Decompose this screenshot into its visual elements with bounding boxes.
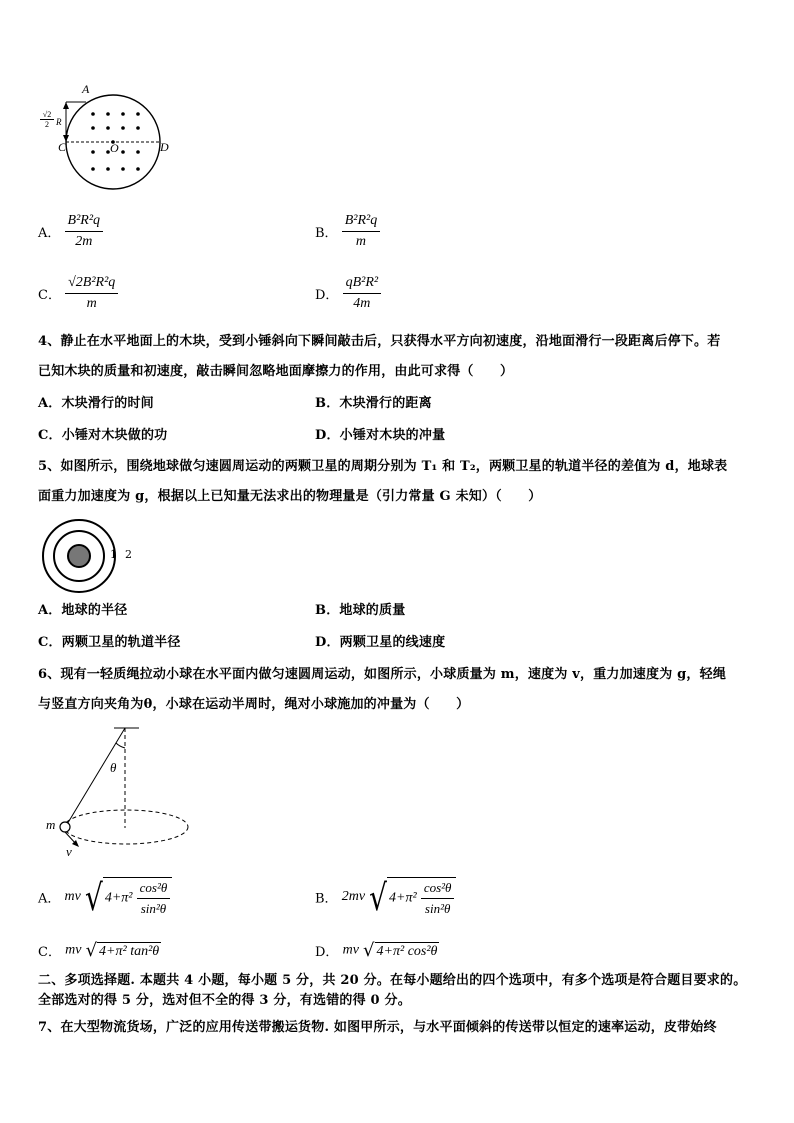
q7-stem-line1: 7、在大型物流货场，广泛的应用传送带搬运货物. 如图甲所示，与水平面倾斜的传送带以恒定的速率运动，皮带始终 bbox=[38, 1020, 717, 1035]
orbit-label-2: 2 bbox=[125, 548, 132, 561]
label-R: R bbox=[56, 117, 62, 127]
magnetic-field-circle-diagram bbox=[38, 82, 178, 192]
label-D: D bbox=[160, 140, 169, 154]
q3-figure bbox=[38, 82, 178, 192]
label-theta: θ bbox=[110, 760, 117, 775]
q4-option-C[interactable]: C．小锤对木块做的功 bbox=[38, 428, 168, 443]
q6-option-A[interactable]: A． mv √ 4+π² $\frac{\text{cos²θ}}{\text{sin²θ}}$ bbox=[38, 877, 172, 917]
q3-option-D[interactable]: D． $\frac{\text{qB²R²}}{4m}$ bbox=[315, 275, 381, 312]
satellite-orbits-diagram bbox=[38, 518, 138, 598]
q6-figure bbox=[44, 726, 194, 861]
q4-option-A[interactable]: A．木块滑行的时间 bbox=[38, 396, 154, 411]
conical-pendulum-diagram bbox=[44, 726, 194, 861]
label-A: A bbox=[82, 82, 90, 96]
q6-option-B[interactable]: B． 2mv √ 4+π² $\frac{\text{cos²θ}}{\text{sin²θ}}$ bbox=[315, 877, 456, 917]
q5-option-A[interactable]: A．地球的半径 bbox=[38, 603, 128, 618]
section2-heading-line1: 二、多项选择题. 本题共 4 小题，每小题 5 分，共 20 分。在每小题给出的四个选项中，有多个选项是符合题目要求的。 bbox=[38, 973, 747, 988]
q6-stem-line2: 与竖直方向夹角为θ，小球在运动半周时，绳对小球施加的冲量为（ ） bbox=[38, 697, 470, 712]
q5-option-B[interactable]: B．地球的质量 bbox=[315, 603, 406, 618]
q3-option-C[interactable]: C． $\frac{\text{√2B²R²q}}{m}$ bbox=[38, 275, 118, 312]
q4-option-B[interactable]: B．木块滑行的距离 bbox=[315, 396, 432, 411]
q3-option-B[interactable]: B． $\frac{\text{B²R²q}}{m}$ bbox=[315, 213, 380, 250]
section2-heading-line2: 全部选对的得 5 分，选对但不全的得 3 分，有选错的得 0 分。 bbox=[38, 993, 411, 1008]
q4-option-D[interactable]: D．小锤对木块的冲量 bbox=[315, 428, 446, 443]
q5-stem-line1: 5、如图所示，围绕地球做匀速圆周运动的两颗卫星的周期分别为 T₁ 和 T₂，两颗卫星的轨道半径的差值为 d，地球表 bbox=[38, 459, 728, 474]
label-O: O bbox=[110, 141, 119, 155]
orbit-label-1: 1 bbox=[110, 548, 117, 561]
q4-stem-line2: 已知木块的质量和初速度，敲击瞬间忽略地面摩擦力的作用，由此可求得（ ） bbox=[38, 364, 514, 379]
label-sqrt2-over-2: √2 2 bbox=[40, 110, 54, 129]
q6-option-C[interactable]: C． mv √ 4+π² tan²θ bbox=[38, 940, 160, 961]
q6-option-D[interactable]: D． mv √ 4+π² cos²θ bbox=[315, 940, 438, 961]
q6-stem-line1: 6、现有一轻质绳拉动小球在水平面内做匀速圆周运动，如图所示，小球质量为 m，速度为 v，重力加速度为 g，轻绳 bbox=[38, 667, 727, 682]
q5-option-D[interactable]: D．两颗卫星的线速度 bbox=[315, 635, 446, 650]
q5-option-C[interactable]: C．两颗卫星的轨道半径 bbox=[38, 635, 181, 650]
label-v: v bbox=[66, 844, 72, 859]
q5-stem-line2: 面重力加速度为 g，根据以上已知量无法求出的物理量是（引力常量 G 未知）（ ） bbox=[38, 489, 542, 504]
q3-option-A[interactable]: A． $\frac{\text{B²R²q}}{2m}$ bbox=[38, 213, 103, 250]
label-m: m bbox=[46, 817, 56, 832]
label-C: C bbox=[58, 140, 67, 154]
q5-figure bbox=[38, 518, 138, 598]
q4-stem-line1: 4、静止在水平地面上的木块，受到小锤斜向下瞬间敲击后，只获得水平方向初速度，沿地面滑行一段距离后停下。若 bbox=[38, 334, 721, 349]
